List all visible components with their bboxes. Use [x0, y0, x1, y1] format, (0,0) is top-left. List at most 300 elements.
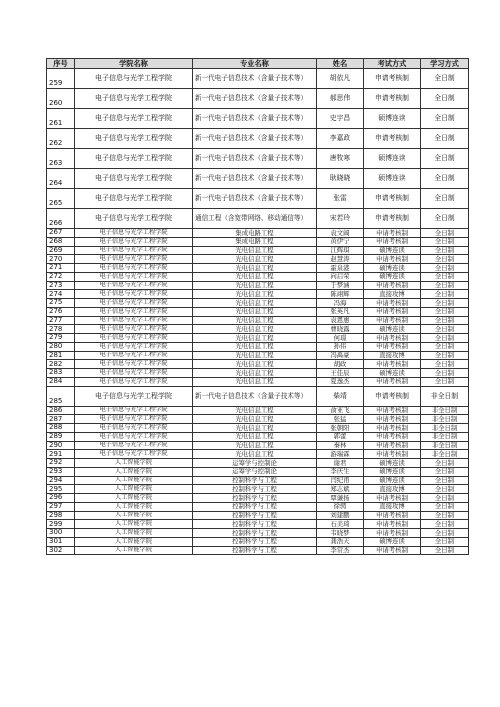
table-body — [47, 69, 469, 555]
row-index: 280 — [47, 342, 75, 351]
student-name: 唐牧寒 — [317, 149, 364, 169]
table-row — [47, 546, 469, 555]
table-row — [47, 520, 469, 529]
table-row — [47, 129, 469, 149]
study-mode: 全日制 — [421, 299, 469, 308]
study-mode: 全日制 — [421, 264, 469, 273]
table-row — [47, 209, 469, 229]
major-name: 新一代电子信息技术（含量子技术等） — [193, 129, 317, 149]
college-name: 人工智能学院 — [75, 459, 193, 468]
row-index: 289 — [47, 432, 75, 441]
table-row — [47, 334, 469, 343]
table-row — [47, 360, 469, 369]
study-mode: 全日制 — [421, 485, 469, 494]
study-mode: 全日制 — [421, 209, 469, 229]
major-name: 控制科学与工程 — [193, 511, 317, 520]
row-index: 270 — [47, 255, 75, 264]
study-mode: 全日制 — [421, 546, 469, 555]
major-name: 光电信息工程 — [193, 272, 317, 281]
study-mode: 非全日制 — [421, 432, 469, 441]
college-name: 电子信息与光学工程学院 — [75, 406, 193, 415]
header-major: 专业名称 — [193, 59, 317, 69]
major-name: 集成电路工程 — [193, 237, 317, 246]
row-index: 302 — [47, 546, 75, 555]
exam-method: 申请考核制 — [364, 342, 421, 351]
major-name: 光电信息工程 — [193, 316, 317, 325]
table-row — [47, 299, 469, 308]
major-name: 光电信息工程 — [193, 307, 317, 316]
row-index: 272 — [47, 272, 75, 281]
table-row — [47, 467, 469, 476]
exam-method: 申请考核制 — [364, 432, 421, 441]
study-mode: 全日制 — [421, 246, 469, 255]
college-name: 电子信息与光学工程学院 — [75, 169, 193, 189]
header-name: 姓名 — [317, 59, 364, 69]
study-mode: 全日制 — [421, 325, 469, 334]
table-row — [47, 537, 469, 546]
college-name: 电子信息与光学工程学院 — [75, 264, 193, 273]
student-name: 龚浩天 — [317, 537, 364, 546]
exam-method: 申请考核制 — [364, 237, 421, 246]
exam-method: 申请考核制 — [364, 281, 421, 290]
exam-method: 硕博连读 — [364, 459, 421, 468]
student-name: 胡政 — [317, 360, 364, 369]
college-name: 人工智能学院 — [75, 494, 193, 503]
student-name: 柴靖 — [317, 386, 364, 406]
row-index: 292 — [47, 459, 75, 468]
college-name: 人工智能学院 — [75, 467, 193, 476]
exam-method: 硕博连读 — [364, 109, 421, 129]
study-mode: 全日制 — [421, 89, 469, 109]
student-name: 郭蕾 — [317, 432, 364, 441]
row-index: 285 — [47, 386, 75, 406]
student-name: 刘建鹏 — [317, 511, 364, 520]
exam-method: 申请考核制 — [364, 229, 421, 238]
college-name: 人工智能学院 — [75, 520, 193, 529]
row-index: 281 — [47, 351, 75, 360]
college-name: 电子信息与光学工程学院 — [75, 229, 193, 238]
table-row — [47, 246, 469, 255]
study-mode: 非全日制 — [421, 424, 469, 433]
student-name: 霍泉港 — [317, 264, 364, 273]
study-mode: 全日制 — [421, 281, 469, 290]
table-row — [47, 237, 469, 246]
table-row — [47, 316, 469, 325]
table-row — [47, 149, 469, 169]
row-index: 275 — [47, 299, 75, 308]
row-index: 259 — [47, 69, 75, 89]
study-mode: 非全日制 — [421, 415, 469, 424]
exam-method: 申请考核制 — [364, 316, 421, 325]
student-name: 夏逸杰 — [317, 377, 364, 386]
row-index: 301 — [47, 537, 75, 546]
student-name: 张英凡 — [317, 307, 364, 316]
study-mode: 全日制 — [421, 511, 469, 520]
table-row — [47, 441, 469, 450]
exam-method: 申请考核制 — [364, 334, 421, 343]
college-name: 电子信息与光学工程学院 — [75, 237, 193, 246]
study-mode: 全日制 — [421, 342, 469, 351]
study-mode: 全日制 — [421, 169, 469, 189]
exam-method: 硕博连读 — [364, 246, 421, 255]
table-row — [47, 476, 469, 485]
major-name: 集成电路工程 — [193, 229, 317, 238]
study-mode: 全日制 — [421, 369, 469, 378]
table-row — [47, 511, 469, 520]
college-name: 电子信息与光学工程学院 — [75, 290, 193, 299]
exam-method: 直接攻博 — [364, 502, 421, 511]
college-name: 电子信息与光学工程学院 — [75, 255, 193, 264]
college-name: 电子信息与光学工程学院 — [75, 69, 193, 89]
exam-method: 硕博连读 — [364, 476, 421, 485]
college-name: 电子信息与光学工程学院 — [75, 189, 193, 209]
college-name: 电子信息与光学工程学院 — [75, 109, 193, 129]
exam-method: 申请考核制 — [364, 424, 421, 433]
study-mode: 全日制 — [421, 229, 469, 238]
row-index: 283 — [47, 369, 75, 378]
row-index: 288 — [47, 424, 75, 433]
row-index: 279 — [47, 334, 75, 343]
study-mode: 全日制 — [421, 69, 469, 89]
study-mode: 非全日制 — [421, 386, 469, 406]
study-mode: 全日制 — [421, 149, 469, 169]
student-name: 郑志斌 — [317, 485, 364, 494]
study-mode: 非全日制 — [421, 450, 469, 459]
row-index: 291 — [47, 450, 75, 459]
student-name: 向启荣 — [317, 272, 364, 281]
study-mode: 全日制 — [421, 459, 469, 468]
row-index: 265 — [47, 189, 75, 209]
row-index: 297 — [47, 502, 75, 511]
major-name: 新一代电子信息技术（含量子技术等） — [193, 189, 317, 209]
exam-method: 硕博连读 — [364, 325, 421, 334]
student-name: 李常杰 — [317, 546, 364, 555]
student-name: 王佳辰 — [317, 369, 364, 378]
college-name: 电子信息与光学工程学院 — [75, 415, 193, 424]
exam-method: 申请考核制 — [364, 255, 421, 264]
major-name: 控制科学与工程 — [193, 494, 317, 503]
student-name: 石美琦 — [317, 520, 364, 529]
exam-method: 硕博连读 — [364, 467, 421, 476]
student-name: 袁文阔 — [317, 229, 364, 238]
student-name: 孙伟 — [317, 342, 364, 351]
student-name: 郝思伟 — [317, 89, 364, 109]
college-name: 电子信息与光学工程学院 — [75, 299, 193, 308]
exam-method: 直接攻博 — [364, 290, 421, 299]
student-name: 黄伊宁 — [317, 237, 364, 246]
college-name: 电子信息与光学工程学院 — [75, 360, 193, 369]
row-index: 278 — [47, 325, 75, 334]
major-name: 控制科学与工程 — [193, 520, 317, 529]
study-mode: 全日制 — [421, 502, 469, 511]
study-mode: 全日制 — [421, 360, 469, 369]
college-name: 人工智能学院 — [75, 529, 193, 538]
student-name: 俞亚飞 — [317, 406, 364, 415]
exam-method: 申请考核制 — [364, 129, 421, 149]
student-name: 谢君 — [317, 459, 364, 468]
study-mode: 全日制 — [421, 467, 469, 476]
major-name: 光电信息工程 — [193, 342, 317, 351]
table-row — [47, 351, 469, 360]
college-name: 电子信息与光学工程学院 — [75, 334, 193, 343]
student-name: 宋若玲 — [317, 209, 364, 229]
student-name: 江辉琪 — [317, 246, 364, 255]
college-name: 人工智能学院 — [75, 511, 193, 520]
study-mode: 全日制 — [421, 316, 469, 325]
major-name: 新一代电子信息技术（含量子技术等） — [193, 109, 317, 129]
major-name: 新一代电子信息技术（含量子技术等） — [193, 149, 317, 169]
study-mode: 全日制 — [421, 476, 469, 485]
college-name: 电子信息与光学工程学院 — [75, 351, 193, 360]
row-index: 286 — [47, 406, 75, 415]
row-index: 294 — [47, 476, 75, 485]
exam-method: 申请考核制 — [364, 89, 421, 109]
major-name: 光电信息工程 — [193, 377, 317, 386]
major-name: 控制科学与工程 — [193, 502, 317, 511]
header-college: 学院名称 — [75, 59, 193, 69]
study-mode: 非全日制 — [421, 441, 469, 450]
college-name: 人工智能学院 — [75, 476, 193, 485]
exam-method: 硕博连读 — [364, 149, 421, 169]
exam-method: 申请考核制 — [364, 450, 421, 459]
student-name: 徐骋 — [317, 502, 364, 511]
table-row — [47, 307, 469, 316]
table-row — [47, 109, 469, 129]
college-name: 电子信息与光学工程学院 — [75, 386, 193, 406]
row-index: 269 — [47, 246, 75, 255]
college-name: 电子信息与光学工程学院 — [75, 209, 193, 229]
major-name: 新一代电子信息技术（含量子技术等） — [193, 386, 317, 406]
row-index: 262 — [47, 129, 75, 149]
table-row — [47, 529, 469, 538]
college-name: 人工智能学院 — [75, 485, 193, 494]
student-name: 赵慧涛 — [317, 255, 364, 264]
admission-list-table — [46, 58, 469, 555]
table-row — [47, 459, 469, 468]
exam-method: 申请考核制 — [364, 529, 421, 538]
row-index: 264 — [47, 169, 75, 189]
student-name: 曹晓露 — [317, 325, 364, 334]
header-exam-method: 考试方式 — [364, 59, 421, 69]
table-row — [47, 377, 469, 386]
exam-method: 申请考核制 — [364, 386, 421, 406]
exam-method: 申请考核制 — [364, 209, 421, 229]
student-name: 张猛 — [317, 415, 364, 424]
study-mode: 全日制 — [421, 255, 469, 264]
major-name: 新一代电子信息技术（含量子技术等） — [193, 69, 317, 89]
student-name: 李庆生 — [317, 467, 364, 476]
table-row — [47, 424, 469, 433]
major-name: 光电信息工程 — [193, 281, 317, 290]
student-name: 冯禹豪 — [317, 351, 364, 360]
major-name: 控制科学与工程 — [193, 537, 317, 546]
study-mode: 全日制 — [421, 290, 469, 299]
major-name: 光电信息工程 — [193, 351, 317, 360]
major-name: 控制科学与工程 — [193, 476, 317, 485]
table-row — [47, 406, 469, 415]
student-name: 张雷 — [317, 189, 364, 209]
study-mode: 全日制 — [421, 334, 469, 343]
exam-method: 申请考核制 — [364, 307, 421, 316]
college-name: 电子信息与光学工程学院 — [75, 369, 193, 378]
student-name: 韦晓梦 — [317, 529, 364, 538]
exam-method: 硕博连读 — [364, 537, 421, 546]
exam-method: 硕博连读 — [364, 272, 421, 281]
table-row — [47, 89, 469, 109]
major-name: 新一代电子信息技术（含量子技术等） — [193, 169, 317, 189]
header-row — [47, 59, 469, 69]
exam-method: 申请考核制 — [364, 406, 421, 415]
college-name: 电子信息与光学工程学院 — [75, 307, 193, 316]
header-study-mode: 学习方式 — [421, 59, 469, 69]
study-mode: 全日制 — [421, 307, 469, 316]
table-row — [47, 369, 469, 378]
college-name: 电子信息与光学工程学院 — [75, 272, 193, 281]
row-index: 284 — [47, 377, 75, 386]
major-name: 光电信息工程 — [193, 290, 317, 299]
row-index: 273 — [47, 281, 75, 290]
student-name: 覃谦扬 — [317, 494, 364, 503]
student-name: 史宇昌 — [317, 109, 364, 129]
exam-method: 申请考核制 — [364, 494, 421, 503]
table-row — [47, 450, 469, 459]
major-name: 新一代电子信息技术（含量子技术等） — [193, 89, 317, 109]
table-row — [47, 494, 469, 503]
row-index: 295 — [47, 485, 75, 494]
row-index: 263 — [47, 149, 75, 169]
study-mode: 非全日制 — [421, 406, 469, 415]
row-index: 296 — [47, 494, 75, 503]
college-name: 人工智能学院 — [75, 546, 193, 555]
row-index: 277 — [47, 316, 75, 325]
college-name: 电子信息与光学工程学院 — [75, 281, 193, 290]
row-index: 271 — [47, 264, 75, 273]
table-row — [47, 229, 469, 238]
exam-method: 直接攻博 — [364, 485, 421, 494]
study-mode: 全日制 — [421, 529, 469, 538]
exam-method: 申请考核制 — [364, 441, 421, 450]
college-name: 电子信息与光学工程学院 — [75, 316, 193, 325]
table-row — [47, 290, 469, 299]
college-name: 电子信息与光学工程学院 — [75, 89, 193, 109]
table-row — [47, 415, 469, 424]
major-name: 光电信息工程 — [193, 369, 317, 378]
table-row — [47, 432, 469, 441]
table-row — [47, 272, 469, 281]
major-name: 光电信息工程 — [193, 360, 317, 369]
student-name: 游瑞霖 — [317, 450, 364, 459]
major-name: 光电信息工程 — [193, 255, 317, 264]
header-index: 序号 — [47, 59, 75, 69]
major-name: 光电信息工程 — [193, 432, 317, 441]
major-name: 控制科学与工程 — [193, 529, 317, 538]
college-name: 电子信息与光学工程学院 — [75, 246, 193, 255]
college-name: 电子信息与光学工程学院 — [75, 424, 193, 433]
student-name: 耿晓晓 — [317, 169, 364, 189]
table-row — [47, 325, 469, 334]
college-name: 人工智能学院 — [75, 502, 193, 511]
student-name: 秦林 — [317, 441, 364, 450]
exam-method: 申请考核制 — [364, 546, 421, 555]
exam-method: 直接攻博 — [364, 351, 421, 360]
college-name: 电子信息与光学工程学院 — [75, 450, 193, 459]
student-name: 冯海 — [317, 299, 364, 308]
college-name: 电子信息与光学工程学院 — [75, 149, 193, 169]
table-row — [47, 281, 469, 290]
row-index: 266 — [47, 209, 75, 229]
study-mode: 全日制 — [421, 189, 469, 209]
major-name: 光电信息工程 — [193, 424, 317, 433]
table-row — [47, 69, 469, 89]
major-name: 通信工程（含宽带网络、移动通信等） — [193, 209, 317, 229]
major-name: 光电信息工程 — [193, 406, 317, 415]
table-row — [47, 264, 469, 273]
student-name: 张朝阳 — [317, 424, 364, 433]
row-index: 293 — [47, 467, 75, 476]
row-index: 290 — [47, 441, 75, 450]
study-mode: 全日制 — [421, 520, 469, 529]
college-name: 电子信息与光学工程学院 — [75, 342, 193, 351]
student-name: 李嘉政 — [317, 129, 364, 149]
table-row — [47, 169, 469, 189]
row-index: 274 — [47, 290, 75, 299]
exam-method: 申请考核制 — [364, 69, 421, 89]
exam-method: 申请考核制 — [364, 511, 421, 520]
exam-method: 申请考核制 — [364, 415, 421, 424]
college-name: 人工智能学院 — [75, 537, 193, 546]
table-row — [47, 386, 469, 406]
study-mode: 全日制 — [421, 272, 469, 281]
table-row — [47, 485, 469, 494]
major-name: 光电信息工程 — [193, 441, 317, 450]
row-index: 298 — [47, 511, 75, 520]
exam-method: 硕博连读 — [364, 169, 421, 189]
major-name: 光电信息工程 — [193, 299, 317, 308]
student-name: 闫纪甫 — [317, 476, 364, 485]
college-name: 电子信息与光学工程学院 — [75, 432, 193, 441]
college-name: 电子信息与光学工程学院 — [75, 325, 193, 334]
study-mode: 全日制 — [421, 129, 469, 149]
row-index: 282 — [47, 360, 75, 369]
major-name: 光电信息工程 — [193, 450, 317, 459]
exam-method: 申请考核制 — [364, 299, 421, 308]
student-name: 何璟 — [317, 334, 364, 343]
college-name: 电子信息与光学工程学院 — [75, 129, 193, 149]
student-name: 胡依凡 — [317, 69, 364, 89]
table-row — [47, 502, 469, 511]
student-name: 袁恩惠 — [317, 316, 364, 325]
major-name: 运筹学与控制论 — [193, 467, 317, 476]
row-index: 268 — [47, 237, 75, 246]
row-index: 261 — [47, 109, 75, 129]
college-name: 电子信息与光学工程学院 — [75, 441, 193, 450]
table-row — [47, 189, 469, 209]
college-name: 电子信息与光学工程学院 — [75, 377, 193, 386]
major-name: 光电信息工程 — [193, 246, 317, 255]
student-name: 于梦涵 — [317, 281, 364, 290]
study-mode: 全日制 — [421, 109, 469, 129]
study-mode: 全日制 — [421, 377, 469, 386]
study-mode: 全日制 — [421, 537, 469, 546]
major-name: 光电信息工程 — [193, 415, 317, 424]
exam-method: 申请考核制 — [364, 520, 421, 529]
study-mode: 全日制 — [421, 494, 469, 503]
exam-method: 申请考核制 — [364, 377, 421, 386]
row-index: 276 — [47, 307, 75, 316]
row-index: 260 — [47, 89, 75, 109]
exam-method: 申请考核制 — [364, 189, 421, 209]
row-index: 299 — [47, 520, 75, 529]
